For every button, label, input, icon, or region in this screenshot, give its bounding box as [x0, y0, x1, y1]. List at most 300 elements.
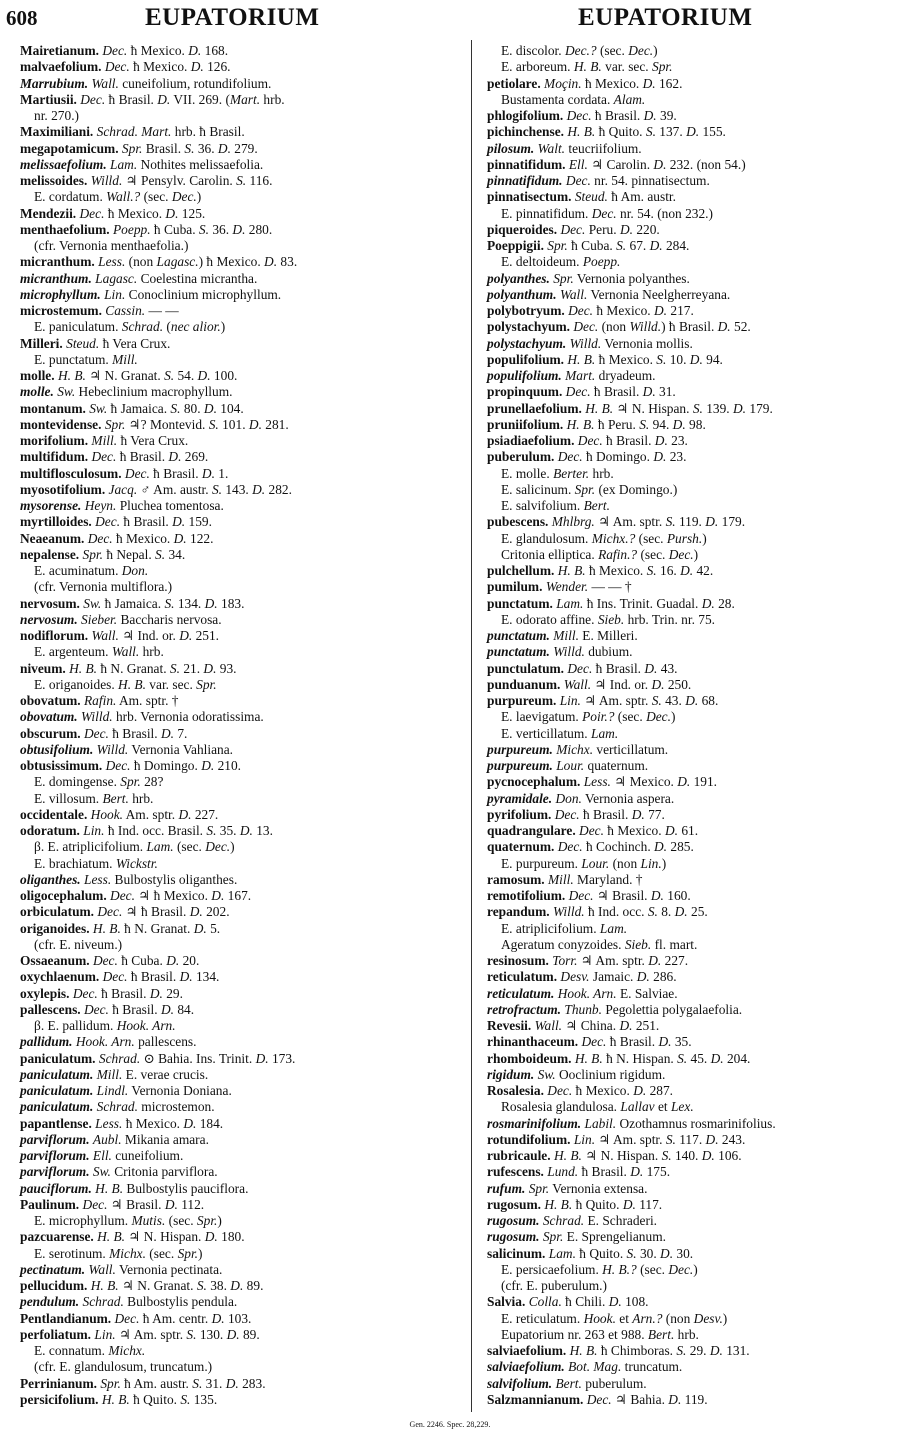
entry-authority: S. [211, 481, 222, 497]
entry-text: E. serotinum. [34, 1245, 110, 1261]
entry-authority: D. [630, 1164, 644, 1180]
entry-text: hrb. [589, 465, 614, 481]
index-entry [20, 433, 465, 449]
entry-headword: parviflorum. [20, 1131, 90, 1147]
entry-authority: Bert. [555, 1375, 582, 1391]
index-entry [20, 563, 465, 579]
index-entry [20, 108, 465, 124]
entry-headword: pumilum. [487, 579, 543, 595]
entry-authority: H. B. [97, 1229, 126, 1245]
entry-headword: obtusifolium. [20, 741, 94, 757]
entry-headword: pauciflorum. [20, 1180, 92, 1196]
entry-text: ♃ N. Hispan. [125, 1229, 205, 1245]
entry-authority: Colla. [528, 1294, 562, 1310]
entry-authority: Spr. [82, 546, 103, 562]
index-entry [487, 1083, 897, 1099]
entry-headword: Revesii. [487, 1018, 532, 1033]
entry-text: ħ Brasil. [591, 108, 644, 123]
entry-text: E. discolor. [501, 43, 565, 58]
entry-text: ħ Brasil. [592, 660, 645, 676]
entry-headword: melissaefolium. [20, 156, 107, 172]
entry-text: 284. [662, 238, 690, 253]
index-entry [487, 482, 897, 498]
index-entry [487, 547, 897, 563]
entry-headword: punctulatum. [487, 660, 565, 676]
entry-text: cuneifolium, rotundifolium. [118, 75, 272, 91]
entry-authority: Cassin. [105, 303, 146, 318]
entry-authority: S. [198, 221, 209, 237]
entry-authority: D. [701, 595, 715, 611]
entry-text: ♃ Am. sptr. [594, 514, 666, 530]
entry-authority: S. [651, 693, 662, 708]
index-entry [487, 336, 897, 352]
index-entry [20, 384, 465, 400]
entry-text: verticillatum. [593, 741, 669, 757]
entry-headword: Paulinum. [20, 1196, 80, 1212]
entry-authority: H. B. [569, 1343, 598, 1358]
entry-authority: Michx. [108, 1343, 146, 1358]
index-entry [20, 596, 465, 612]
entry-authority: D. [201, 465, 215, 481]
entry-authority: S. [206, 823, 217, 838]
entry-authority: Less. [98, 254, 126, 270]
entry-authority: Dec. [573, 319, 599, 335]
entry-authority: D. [654, 839, 668, 855]
entry-headword: rufescens. [487, 1164, 544, 1180]
index-entry [487, 303, 897, 319]
entry-text: hrb. [139, 644, 164, 660]
entry-authority: Mutis. [131, 1213, 166, 1228]
entry-headword: phlogifolium. [487, 108, 564, 123]
entry-text: ħ Mexico. [581, 75, 643, 91]
entry-text: 117. [635, 1196, 663, 1212]
entry-authority: D. [733, 400, 747, 416]
entry-text: 77. [644, 806, 665, 822]
entry-text: Brasil. [142, 140, 185, 156]
entry-authority: Poepp. [582, 254, 621, 270]
index-entry [20, 531, 465, 547]
index-entry [487, 1327, 897, 1343]
entry-authority: D. [172, 514, 186, 530]
entry-headword: pallescens. [20, 1001, 81, 1017]
entry-text: ♃ Pensylv. Carolin. [122, 173, 237, 188]
index-entry [487, 596, 897, 612]
entry-text: var. sec. [601, 59, 652, 75]
entry-text: 159. [185, 514, 212, 530]
index-entry [487, 986, 897, 1002]
entry-authority: Sieb. [624, 936, 652, 952]
index-entry [20, 1181, 465, 1197]
entry-authority: D. [189, 904, 203, 920]
index-entry [20, 271, 465, 287]
entry-text: 93. [216, 660, 237, 676]
index-entry [20, 839, 465, 855]
page-number: 608 [6, 6, 38, 30]
entry-authority: Sieb. [597, 611, 625, 627]
entry-authority: D. [651, 676, 665, 692]
entry-authority: Lagasc. [156, 254, 199, 270]
entry-authority: S. [677, 1050, 688, 1066]
entry-authority: H. B. [101, 1391, 130, 1407]
entry-text: ħ Vera Crux. [99, 335, 171, 351]
entry-text: ħ Jamaica. [101, 595, 165, 611]
entry-headword: rufum. [487, 1180, 526, 1196]
index-entry [487, 563, 897, 579]
entry-authority: Lex. [670, 1099, 694, 1115]
entry-headword: menthaefolium. [20, 221, 110, 237]
entry-authority: Lin. [573, 1131, 596, 1147]
entry-text: ♃? Montevid. [125, 416, 209, 432]
entry-text: fl. mart. [651, 936, 698, 952]
index-entry [487, 628, 897, 644]
entry-authority: Berter. [553, 465, 590, 481]
entry-text: 227. [661, 953, 689, 968]
entry-authority: Spr. [196, 1213, 218, 1228]
entry-text: et [654, 1099, 671, 1115]
entry-headword: microphyllum. [20, 286, 101, 302]
entry-authority: Bert. [102, 790, 129, 806]
entry-text: Hebeclinium macrophyllum. [75, 384, 233, 400]
index-entry [20, 1246, 465, 1262]
entry-authority: Rafin.? [598, 546, 638, 562]
entry-text: Critonia parviflora. [110, 1164, 218, 1180]
entry-text: 98. [685, 416, 706, 432]
entry-text: ♃ N. Hispan. [581, 1148, 662, 1163]
entry-text: Rosalesia glandulosa. [501, 1099, 621, 1115]
index-entry [20, 1148, 465, 1164]
index-entry [487, 839, 897, 855]
entry-text: 210. [214, 758, 241, 773]
index-entry [487, 953, 897, 969]
entry-text: Conoclinium microphyllum. [125, 286, 282, 302]
entry-text: ♃ Brasil. [593, 888, 651, 903]
index-entry [487, 271, 897, 287]
index-entry [20, 726, 465, 742]
entry-authority: Dec. [646, 709, 671, 725]
index-entry [20, 986, 465, 1002]
entry-authority: Willd. [96, 741, 129, 757]
entry-text: E. origanoides. [34, 676, 119, 692]
entry-authority: Mart. [229, 91, 261, 107]
entry-authority: D. [179, 969, 193, 985]
index-entry [487, 1002, 897, 1018]
entry-authority: S. [692, 400, 703, 416]
index-entry [20, 872, 465, 888]
entry-text: nr. 54. (non 232.) [616, 205, 713, 221]
entry-text: ) ħ Brasil. [661, 319, 718, 335]
entry-text: ♃ Am. sptr. [595, 1131, 666, 1147]
entry-text: (sec. [637, 546, 669, 562]
entry-text: ħ Jamaica. [107, 400, 171, 416]
entry-authority: D. [668, 1391, 682, 1407]
entry-authority: Aubl. [92, 1131, 122, 1147]
entry-headword: obovatum. [20, 693, 81, 708]
index-entry [20, 466, 465, 482]
index-entry [20, 1343, 465, 1359]
entry-headword: molle. [20, 368, 55, 383]
entry-authority: Schrad. Mart. [96, 124, 172, 140]
entry-text: 28? [140, 774, 164, 790]
entry-text: E. cordatum. [34, 189, 107, 205]
entry-authority: Arn.? [632, 1310, 663, 1326]
entry-text: 160. [663, 888, 691, 903]
entry-authority: H. B. [544, 1196, 573, 1212]
entry-headword: propinquum. [487, 384, 563, 400]
entry-text: ) [653, 43, 658, 58]
entry-authority: Lindl. [96, 1083, 129, 1098]
entry-text: ) [198, 1245, 203, 1261]
index-entry [487, 1278, 897, 1294]
entry-authority: Lam. [146, 839, 174, 855]
entry-text: ) ħ Mexico. [198, 254, 265, 270]
entry-text: ( [163, 319, 171, 335]
entry-authority: D. [255, 1050, 269, 1066]
entry-text: ħ Mexico. [603, 823, 665, 838]
entry-text: ħ Cuba. [117, 953, 167, 968]
entry-authority: Dec. [104, 59, 130, 75]
entry-text: ♃ Brasil. [107, 1196, 165, 1212]
entry-text: 173. [268, 1050, 296, 1066]
entry-text: (non [609, 855, 641, 871]
entry-text: ħ Brasil. [105, 91, 158, 107]
entry-headword: nervosum. [20, 611, 78, 627]
entry-authority: D. [248, 416, 262, 432]
entry-text: E. brachiatum. [34, 855, 116, 871]
entry-text: 137. [655, 124, 687, 140]
entry-text: truncatum. [621, 1359, 683, 1375]
index-entry [20, 482, 465, 498]
entry-text: 287. [646, 1083, 673, 1098]
right-column [487, 43, 897, 1408]
entry-authority: Lour. [581, 855, 610, 871]
index-entry [20, 1018, 465, 1034]
entry-text: Vernonia Doniana. [128, 1083, 232, 1098]
entry-authority: Bot. Mag. [568, 1359, 622, 1375]
entry-authority: Spr. [196, 676, 217, 692]
entry-text: 117. [675, 1131, 706, 1147]
entry-text: ħ Chimboras. [597, 1343, 677, 1358]
entry-text: (sec. [596, 43, 629, 58]
entry-text: Eupatorium nr. 263 et 988. [501, 1326, 648, 1342]
entry-text: Critonia elliptica. [501, 546, 599, 562]
entry-authority: Dec. [577, 433, 603, 448]
entry-headword: mysorense. [20, 498, 82, 513]
index-entry [20, 43, 465, 59]
entry-text: 126. [203, 59, 231, 75]
entry-headword: pulchellum. [487, 563, 555, 578]
entry-text: ♃ N. Granat. [85, 368, 165, 383]
entry-authority: Wender. [545, 579, 589, 595]
entry-authority: D. [190, 59, 204, 75]
entry-text: 43. [657, 660, 678, 676]
entry-authority: Dec. [628, 43, 654, 58]
index-entry [20, 368, 465, 384]
entry-authority: Willd. [569, 335, 602, 351]
entry-authority: Ell. [568, 156, 588, 172]
index-entry [20, 937, 465, 953]
index-entry [20, 888, 465, 904]
entry-text: ħ Brasil. [590, 384, 643, 400]
entry-headword: rugosum. [487, 1196, 541, 1212]
entry-text: 108. [621, 1294, 649, 1310]
index-entry [20, 1164, 465, 1180]
entry-text: 130. [196, 1326, 227, 1342]
entry-text: 227. [191, 806, 219, 822]
index-entry [20, 547, 465, 563]
entry-headword: multiflosculosum. [20, 465, 122, 481]
entry-authority: D. [654, 303, 668, 318]
entry-headword: multifidum. [20, 449, 89, 465]
entry-text: 45. [687, 1050, 711, 1066]
entry-headword: Milleri. [20, 335, 63, 351]
entry-authority: Don. [555, 790, 582, 806]
index-entry [20, 904, 465, 920]
entry-authority: S. [656, 351, 667, 367]
entry-headword: purpureum. [487, 741, 553, 757]
entry-text: Bustamenta cordata. [501, 91, 614, 107]
index-entry [20, 238, 465, 254]
entry-text: ħ Brasil. [116, 449, 169, 465]
entry-text: ♃ Mexico. [610, 774, 678, 790]
entry-authority: Spr. [574, 481, 596, 497]
entry-text: 1. [214, 465, 229, 481]
entry-authority: Wall. [91, 75, 119, 91]
entry-authority: Spr. [553, 270, 574, 286]
entry-authority: Lam. [591, 725, 619, 741]
entry-text: ♃ Am. sptr. [580, 693, 652, 708]
entry-authority: D. [644, 660, 658, 676]
entry-authority: H. B. [557, 563, 586, 578]
entry-text: ħ Cochinch. [582, 839, 655, 855]
entry-headword: punctatum. [487, 595, 553, 611]
index-entry [487, 693, 897, 709]
entry-headword: nodiflorum. [20, 628, 89, 643]
entry-authority: D. [705, 514, 719, 530]
entry-text: ħ Brasil. [108, 1001, 161, 1017]
entry-authority: Dec. [72, 985, 98, 1001]
entry-text: Pegolettia polygalaefolia. [601, 1001, 743, 1017]
entry-text: ♃ N. Granat. [118, 1278, 197, 1293]
entry-headword: resinosum. [487, 953, 549, 968]
entry-text: Vernonia pectinata. [115, 1261, 223, 1277]
entry-authority: Dec. [566, 108, 592, 123]
entry-headword: montevidense. [20, 416, 102, 432]
entry-text: 134. [174, 595, 205, 611]
index-entry [20, 319, 465, 335]
entry-headword: niveum. [20, 660, 66, 676]
index-entry [487, 43, 897, 59]
entry-text: 52. [730, 319, 751, 335]
entry-text: Nothites melissaefolia. [137, 156, 264, 172]
index-entry [20, 1278, 465, 1294]
entry-authority: D. [165, 205, 179, 221]
entry-text: 232. (non 54.) [666, 156, 746, 172]
entry-text: ħ Brasil. [579, 806, 632, 822]
entry-text: E. argenteum. [34, 644, 112, 660]
entry-headword: pazcuarense. [20, 1229, 94, 1245]
entry-text: 220. [632, 221, 660, 237]
entry-authority: D. [183, 1115, 197, 1131]
entry-authority: Lagasc. [95, 270, 138, 286]
index-entry [487, 1311, 897, 1327]
entry-authority: D. [685, 693, 699, 708]
entry-text: E. pinnatifidum. [501, 205, 592, 221]
entry-text: — — † [588, 579, 632, 595]
index-entry [20, 1067, 465, 1083]
entry-authority: Hook. Arn. [557, 985, 617, 1001]
entry-text: (non [598, 319, 630, 335]
entry-headword: rhinanthaceum. [487, 1034, 579, 1050]
index-entry [20, 173, 465, 189]
entry-authority: Lin. [104, 286, 126, 302]
index-entry [487, 1376, 897, 1392]
entry-authority: Spr. [547, 238, 568, 253]
entry-authority: D. [204, 595, 218, 611]
index-entry [20, 693, 465, 709]
entry-authority: Dec. [110, 888, 135, 903]
index-entry [20, 76, 465, 92]
index-entry [20, 1132, 465, 1148]
entry-headword: perfoliatum. [20, 1326, 92, 1342]
entry-headword: rugosum. [487, 1213, 540, 1228]
index-entry [20, 774, 465, 790]
entry-headword: polystachyum. [487, 335, 567, 351]
entry-authority: S. [169, 660, 180, 676]
entry-headword: quaternum. [487, 839, 555, 855]
entry-authority: D. [179, 628, 193, 643]
entry-text: (sec. [614, 709, 647, 725]
entry-text: 100. [210, 368, 238, 383]
entry-text: (cfr. E. niveum.) [34, 936, 123, 952]
entry-text: E. odorato affine. [501, 611, 598, 627]
entry-text: Pluchea tomentosa. [116, 498, 224, 513]
index-entry [20, 449, 465, 465]
entry-authority: S. [616, 238, 627, 253]
entry-authority: D. [252, 481, 266, 497]
index-entry [20, 1002, 465, 1018]
entry-authority: H. B. [567, 124, 596, 140]
entry-authority: Dec.? [564, 43, 597, 58]
entry-text: ħ Ind. occ. Brasil. [104, 823, 207, 838]
entry-text: E. verticillatum. [501, 725, 591, 741]
entry-headword: pruniifolium. [487, 416, 564, 432]
entry-text: (sec. [635, 530, 667, 546]
entry-authority: Sw. [89, 400, 108, 416]
entry-headword: rubricaule. [487, 1148, 551, 1163]
index-entry [20, 953, 465, 969]
entry-authority: Wall. [563, 676, 592, 692]
entry-authority: Lam. [556, 595, 584, 611]
entry-text: 23. [667, 433, 688, 448]
entry-authority: S. [186, 1326, 197, 1342]
index-entry [20, 1229, 465, 1245]
entry-text: E. Salviae. [616, 985, 678, 1001]
entry-text: 143. [222, 481, 253, 497]
index-entry [487, 791, 897, 807]
entry-headword: Maximiliani. [20, 124, 94, 140]
entry-headword: obtusissimum. [20, 758, 103, 773]
entry-text: 39. [656, 108, 677, 123]
entry-text: VII. 269. ( [170, 91, 230, 107]
index-entry [20, 1051, 465, 1067]
index-entry [487, 1067, 897, 1083]
entry-authority: Schrad. [98, 1050, 141, 1066]
entry-authority: D. [160, 1001, 175, 1017]
entry-text: Vernonia mollis. [601, 335, 693, 351]
entry-authority: Dec. [87, 530, 113, 546]
index-entry [20, 791, 465, 807]
entry-text: 7. [174, 725, 188, 741]
